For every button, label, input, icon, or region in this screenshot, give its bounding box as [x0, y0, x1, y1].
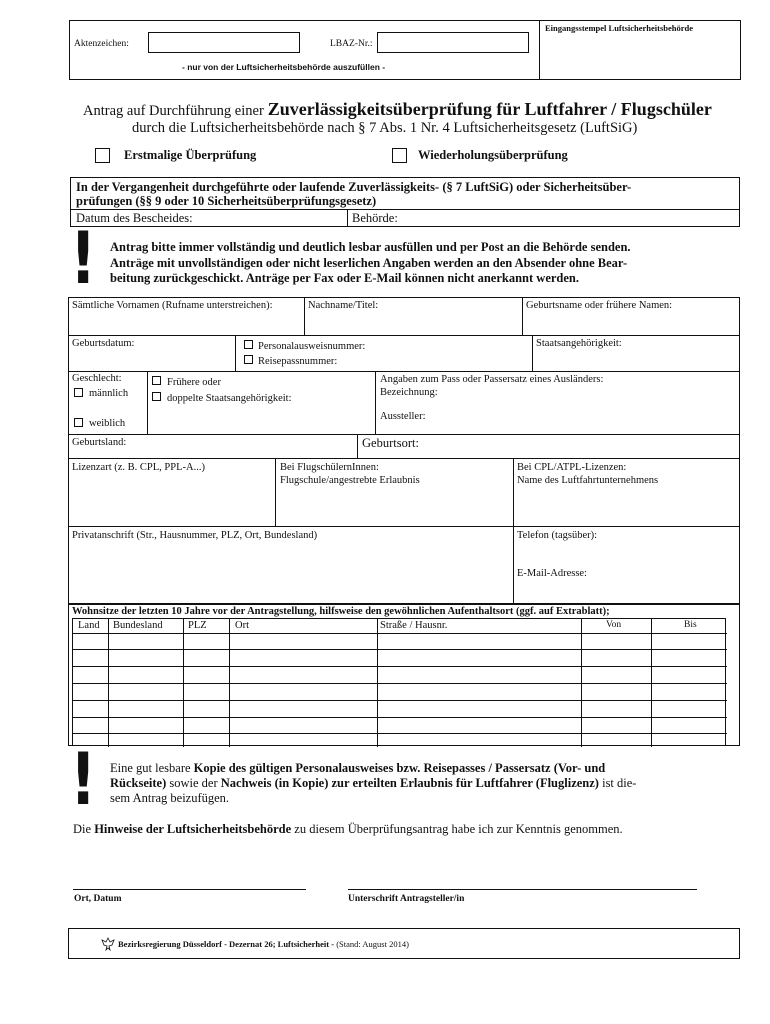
previous-col-divider	[347, 209, 348, 227]
birth-name-field[interactable]: Geburtsname oder frühere Namen:	[526, 300, 673, 311]
former-nationality-checkbox[interactable]	[152, 376, 161, 385]
header-divider	[539, 20, 540, 80]
previous-line1: In der Vergangenheit durchgeführte oder laufende Zuverlässigkeits- (§ 7 LuftSiG) oder Sicherheitsüber-	[76, 180, 632, 194]
private-address-field[interactable]: Privatanschrift (Str., Hausnummer, PLZ, Ort, Bundesland)	[72, 530, 318, 541]
decision-date-label: Datum des Bescheides:	[76, 211, 193, 225]
dual-nationality-checkbox[interactable]	[152, 392, 161, 401]
issuer-field[interactable]: Aussteller:	[380, 411, 426, 422]
row-divider	[68, 526, 740, 527]
place-date-label: Ort, Datum	[74, 894, 122, 904]
ack-text: zu diesem Überprüfungsantrag habe ich zur Kenntnis genommen.	[291, 822, 623, 836]
col-divider	[532, 335, 533, 371]
id-card-checkbox[interactable]	[244, 340, 253, 349]
previous-divider	[70, 209, 740, 210]
passport-label: Reisepassnummer:	[258, 356, 338, 367]
col-divider	[235, 335, 236, 371]
airline-name-field[interactable]: Name des Luftfahrtunternehmens	[517, 475, 659, 486]
notice2-line2	[110, 776, 636, 791]
nrw-eagle-icon	[100, 936, 116, 952]
title-main: Zuverlässigkeitsüberprüfung für Luftfahrer / Flugschüler	[267, 99, 712, 119]
col-divider	[147, 371, 148, 434]
cpl-atpl-label: Bei CPL/ATPL-Lizenzen:	[517, 462, 627, 473]
nationality-field[interactable]: Staatsangehörigkeit:	[536, 338, 622, 349]
notice2-text: Rückseite)	[110, 776, 167, 790]
notice1-line3: beitung zurückgeschickt. Anträge per Fax oder E-Mail können nicht anerkannt werden.	[110, 271, 579, 285]
previous-authority-label: Behörde:	[352, 211, 398, 225]
first-check-checkbox[interactable]	[95, 148, 110, 163]
id-card-label: Personalausweisnummer:	[258, 341, 366, 352]
col-divider	[357, 434, 358, 458]
foreign-pass-label: Angaben zum Pass oder Passersatz eines Ausländers:	[380, 374, 604, 385]
column-header-plz: PLZ	[188, 620, 207, 631]
col-divider	[275, 458, 276, 526]
notice2-line1	[110, 761, 605, 776]
notice1-line2: Anträge mit unvollständigen oder nicht leserlichen Angaben werden an den Absender ohne Bear-	[110, 256, 628, 270]
column-header-ort: Ort	[235, 620, 249, 631]
table-row-line	[73, 633, 727, 634]
ack-text: Die	[73, 822, 95, 836]
page-title	[83, 99, 712, 120]
birth-country-field[interactable]: Geburtsland:	[72, 437, 127, 448]
table-row-line	[73, 649, 727, 650]
male-label: männlich	[89, 388, 129, 399]
gender-label: Geschlecht:	[72, 373, 122, 384]
repeat-check-checkbox[interactable]	[392, 148, 407, 163]
former-nationality-label-1: Frühere oder	[167, 377, 221, 388]
lbaz-input[interactable]	[377, 32, 529, 53]
row-divider	[68, 434, 740, 435]
authority-note: - nur von der Luftsicherheitsbehörde auszufüllen -	[182, 62, 386, 72]
col-divider	[375, 371, 376, 434]
column-header-to: Bis	[684, 620, 697, 630]
row-divider	[68, 458, 740, 459]
notice2-text: sowie der	[166, 776, 221, 790]
lbaz-label: LBAZ-Nr.:	[330, 39, 373, 49]
flight-student-label: Bei FlugschülernInnen:	[280, 462, 379, 473]
designation-field[interactable]: Bezeichnung:	[380, 387, 438, 398]
column-header-from: Von	[606, 620, 622, 630]
footer-text	[118, 939, 409, 949]
signature-label: Unterschrift Antragsteller/in	[348, 894, 465, 904]
birth-place-field[interactable]: Geburtsort:	[362, 436, 419, 450]
notice2-text: ist die-	[598, 776, 637, 790]
table-row-line	[73, 700, 727, 701]
col-divider	[513, 458, 514, 604]
passport-checkbox[interactable]	[244, 355, 253, 364]
row-divider	[68, 371, 740, 372]
table-row-line	[73, 683, 727, 684]
column-header-bundesland: Bundesland	[113, 620, 163, 631]
place-date-line[interactable]	[73, 889, 306, 890]
table-row-line	[73, 666, 727, 667]
residence-table	[72, 618, 726, 746]
attachment-exclamation-icon: !	[70, 737, 97, 821]
female-label: weiblich	[89, 418, 126, 429]
column-header-street: Straße / Hausnr.	[380, 620, 448, 631]
previous-line2: prüfungen (§§ 9 oder 10 Sicherheitsüberprüfungsgesetz)	[76, 194, 377, 208]
column-header-land: Land	[78, 620, 100, 631]
notice2-text: Eine gut lesbare	[110, 761, 194, 775]
last-name-field[interactable]: Nachname/Titel:	[308, 300, 379, 311]
notice1-line1: Antrag bitte immer vollständig und deutlich lesbar ausfüllen und per Post an die Behörde senden.	[110, 240, 631, 254]
title-prefix: Antrag auf Durchführung einer	[83, 103, 264, 119]
flight-school-field[interactable]: Flugschule/angestrebte Erlaubnis	[280, 475, 420, 486]
footer-date: (Stand: August 2014)	[336, 939, 409, 949]
footer-authority: Bezirksregierung Düsseldorf - Dezernat 26; Luftsicherheit -	[118, 939, 335, 949]
col-divider	[304, 297, 305, 335]
repeat-check-label: Wiederholungsüberprüfung	[418, 148, 568, 162]
stamp-label: Eingangsstempel Luftsicherheitsbehörde	[545, 23, 694, 33]
table-row-line	[73, 733, 727, 734]
license-type-field[interactable]: Lizenzart (z. B. CPL, PPL-A...)	[72, 462, 205, 473]
page-subtitle: durch die Luftsicherheitsbehörde nach § 7 Abs. 1 Nr. 4 Luftsicherheitsgesetz (LuftSiG)	[132, 120, 638, 136]
residence-heading: Wohnsitze der letzten 10 Jahre vor der Antragstellung, hilfsweise den gewöhnlichen Aufenthaltsort (ggf. auf Extrablatt);	[72, 606, 610, 617]
signature-line[interactable]	[348, 889, 697, 890]
female-checkbox[interactable]	[74, 418, 83, 427]
row-divider	[68, 335, 740, 336]
male-checkbox[interactable]	[74, 388, 83, 397]
aktenzeichen-input[interactable]	[148, 32, 300, 53]
email-field[interactable]: E-Mail-Adresse:	[517, 568, 587, 579]
notice2-text: Kopie des gültigen Personalausweises bzw. Reisepasses / Passersatz (Vor- und	[193, 761, 606, 775]
col-divider	[522, 297, 523, 335]
first-names-field[interactable]: Sämtliche Vornamen (Rufname unterstreichen):	[72, 300, 273, 311]
aktenzeichen-label: Aktenzeichen:	[74, 39, 129, 49]
warning-exclamation-icon: !	[70, 216, 97, 300]
acknowledgement-text	[73, 822, 623, 837]
first-check-label: Erstmalige Überprüfung	[124, 148, 257, 162]
notice2-line3: sem Antrag beizufügen.	[110, 791, 230, 805]
birth-date-field[interactable]: Geburtsdatum:	[72, 338, 135, 349]
former-nationality-label-2: doppelte Staatsangehörigkeit:	[167, 393, 292, 404]
table-row-line	[73, 717, 727, 718]
ack-text: Hinweise der Luftsicherheitsbehörde	[94, 822, 292, 836]
phone-field[interactable]: Telefon (tagsüber):	[517, 530, 598, 541]
notice2-text: Nachweis (in Kopie) zur erteilten Erlaubnis für Luftfahrer (Fluglizenz)	[220, 776, 599, 790]
